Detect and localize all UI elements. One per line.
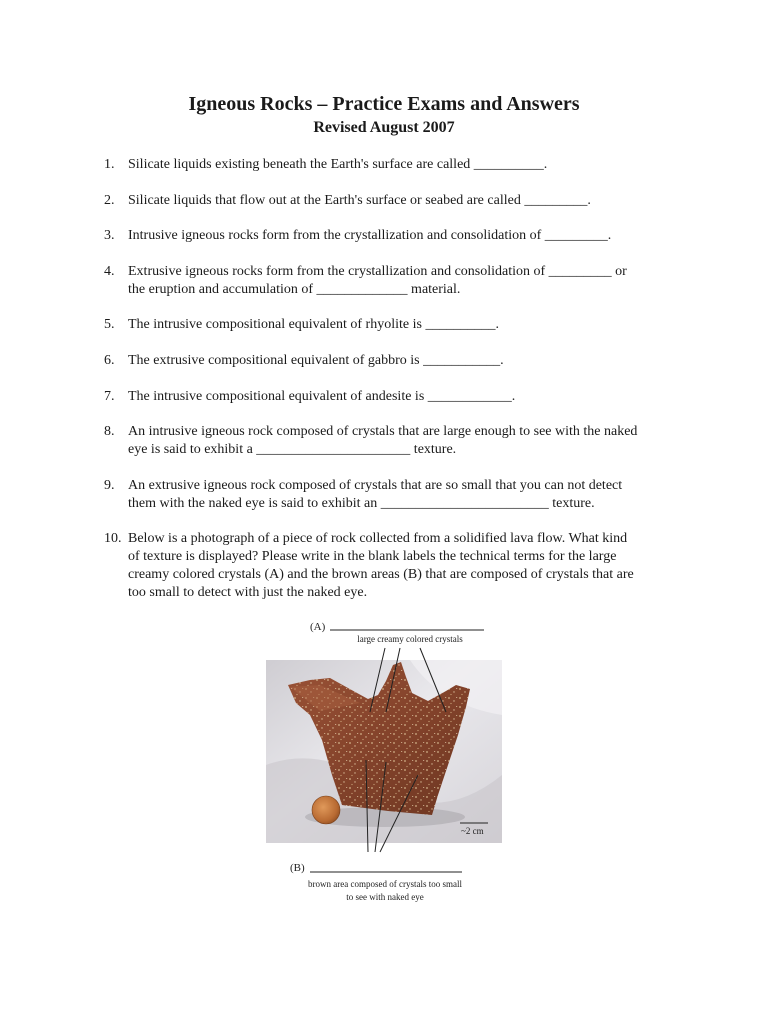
question-text-line: Silicate liquids existing beneath the Earth's surface are called __________. [128, 157, 548, 172]
rock-figure-drawing [260, 615, 510, 907]
label-a: (A) [310, 621, 326, 633]
question-text-line: creamy colored crystals (A) and the brown areas (B) that are composed of crystals that are [128, 567, 634, 583]
question-item [104, 227, 724, 245]
question-text-line: The extrusive compositional equivalent of gabbro is ___________. [128, 352, 504, 368]
question-text-line: An extrusive igneous rock composed of crystals that are so small that you can not detect [128, 477, 623, 493]
question-text [128, 530, 724, 602]
page-subtitle: Revised August 2007 [313, 119, 455, 136]
caption-b-line: to see with naked eye [346, 892, 424, 902]
question-item [104, 352, 724, 370]
question-item [104, 530, 724, 602]
question-number: 7. [104, 388, 115, 404]
label-b: (B) [290, 862, 305, 874]
question-text-line: Extrusive igneous rocks form from the crystallization and consolidation of _________ or [128, 263, 627, 279]
question-text-line: An intrusive igneous rock composed of crystals that are large enough to see with the naked [128, 424, 638, 440]
question-item [104, 477, 724, 513]
coin [312, 796, 340, 824]
question-text-line: too small to detect with just the naked eye. [128, 585, 368, 601]
question-text [128, 352, 724, 370]
question-number: 4. [104, 263, 115, 279]
rock-figure [260, 615, 510, 907]
page-title: Igneous Rocks – Practice Exams and Answers [188, 93, 580, 115]
question-list [104, 156, 724, 620]
question-text-line: the eruption and accumulation of _____________ material. [128, 281, 461, 297]
question-text-line: Intrusive igneous rocks form from the crystallization and consolidation of _________. [128, 228, 612, 244]
question-number: 9. [104, 477, 115, 493]
question-item [104, 423, 724, 459]
question-number: 2. [104, 192, 115, 208]
question-text-line: them with the naked eye is said to exhibit an ________________________ texture. [128, 495, 595, 511]
question-item [104, 192, 724, 210]
question-text [128, 192, 724, 210]
question-text-line: Silicate liquids that flow out at the Earth's surface or seabed are called _________. [128, 192, 591, 208]
question-number: 1. [104, 157, 115, 172]
question-number: 6. [104, 352, 115, 368]
question-number: 10. [104, 531, 122, 547]
question-item [104, 316, 724, 334]
question-number: 8. [104, 424, 115, 440]
question-item [104, 388, 724, 406]
question-text [128, 388, 724, 406]
question-text-line: of texture is displayed? Please write in the blank labels the technical terms for the large [128, 549, 617, 565]
rock-photo [266, 660, 502, 843]
scale-label: ~2 cm [461, 826, 484, 836]
question-text [128, 156, 724, 174]
question-text-line: The intrusive compositional equivalent of rhyolite is __________. [128, 317, 499, 333]
question-number: 3. [104, 228, 115, 244]
question-text [128, 423, 724, 459]
caption-b-line: brown area composed of crystals too small [308, 879, 462, 889]
question-text [128, 227, 724, 245]
question-text-line: The intrusive compositional equivalent of andesite is ____________. [128, 388, 516, 404]
question-text [128, 316, 724, 334]
question-number: 5. [104, 317, 115, 333]
question-text [128, 263, 724, 299]
question-text [128, 477, 724, 513]
question-item [104, 156, 724, 174]
question-text-line: Below is a photograph of a piece of rock collected from a solidified lava flow. What kind [128, 531, 628, 547]
question-item [104, 263, 724, 299]
question-text-line: eye is said to exhibit a ______________________ texture. [128, 442, 457, 458]
caption-a: large creamy colored crystals [357, 634, 463, 644]
